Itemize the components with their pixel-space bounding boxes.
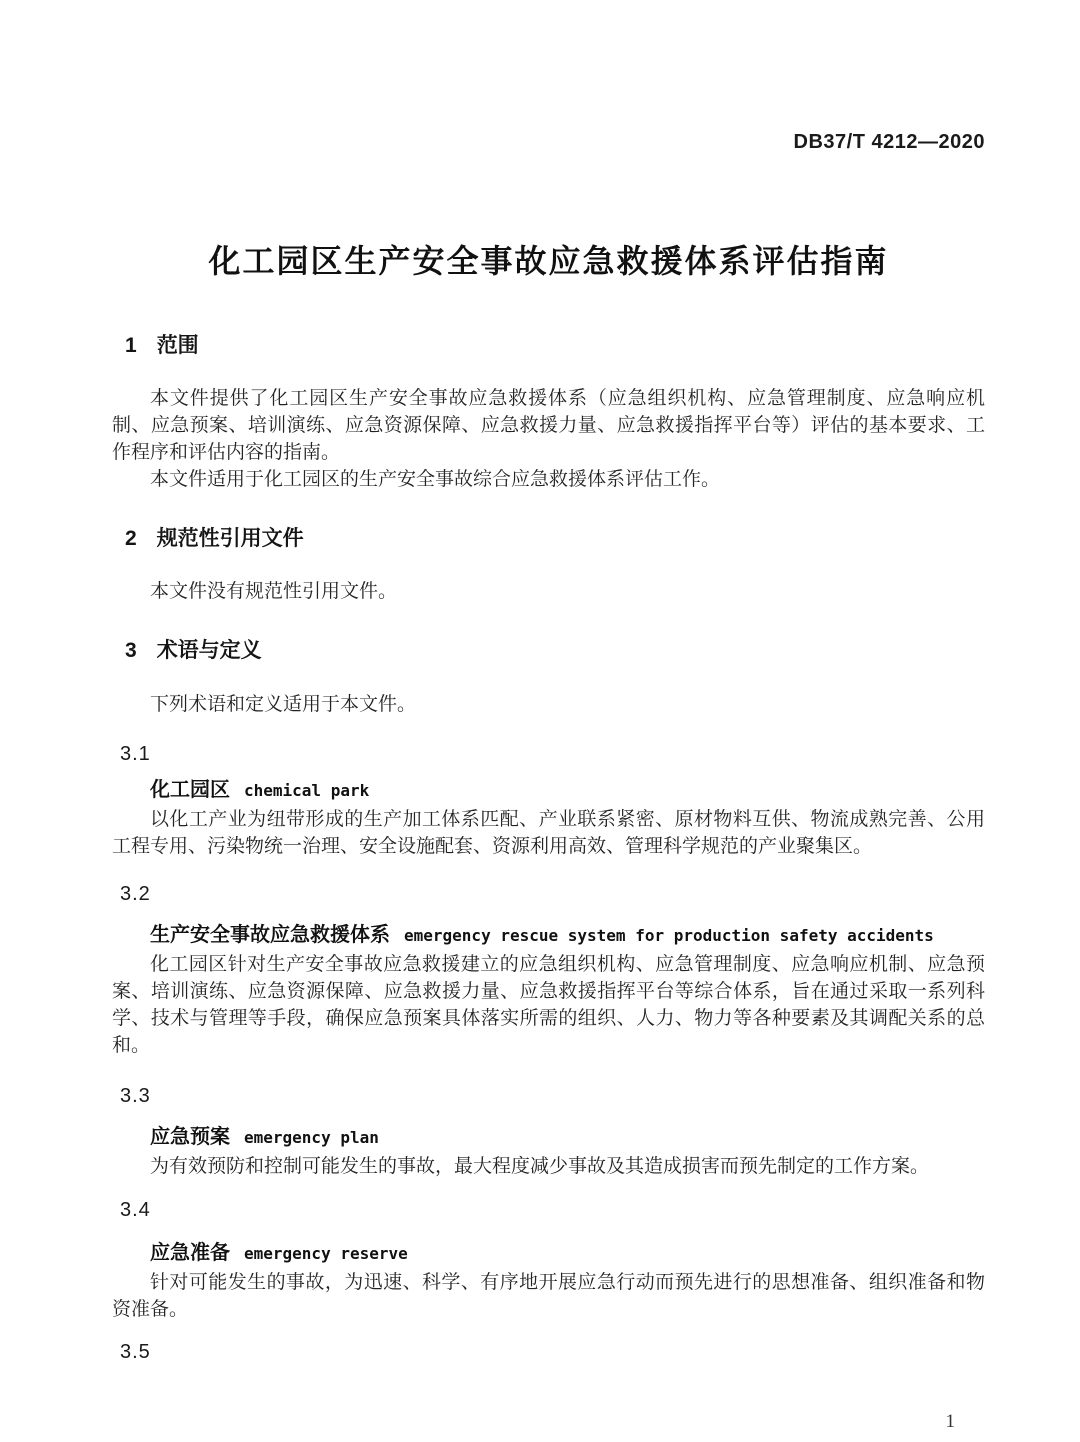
term-zh-3-1: 化工园区 — [150, 779, 230, 801]
clause-1-title: 范围 — [156, 334, 199, 357]
scope-paragraph-1: 本文件提供了化工园区生产安全事故应急救援体系（应急组织机构、应急管理制度、应急响应机制、应急预案、培训演练、应急资源保障、应急救援力量、应急救援指挥平台等）评估的基本要求、工作程序和评估内容的指南。 — [112, 388, 985, 463]
term-line-3-3 — [112, 1123, 985, 1153]
term-en-3-3: emergency plan — [244, 1128, 379, 1147]
term-number-3-5: 3.5 — [120, 1341, 151, 1363]
clause-2-heading — [112, 525, 985, 552]
term-number-3-4: 3.4 — [120, 1199, 151, 1221]
page-number: 1 — [945, 1411, 955, 1432]
term-number-3-1: 3.1 — [120, 743, 151, 765]
term-number-3-2: 3.2 — [120, 883, 151, 905]
term-zh-3-4: 应急准备 — [150, 1242, 230, 1264]
term-line-3-1 — [112, 776, 985, 806]
term-definition-3-2: 化工园区针对生产安全事故应急救援建立的应急组织机构、应急管理制度、应急响应机制、应急预案、培训演练、应急资源保障、应急救援力量、应急救援指挥平台等综合体系，旨在通过采取一系列科学、技术与管理等手段，确保应急预案具体落实所需的组织、人力、物力等各种要素及其调配关系的总和。 — [112, 954, 985, 1056]
term-en-3-2: emergency rescue system for production safety accidents — [404, 926, 934, 945]
terms-intro-paragraph: 下列术语和定义适用于本文件。 — [150, 694, 417, 715]
term-line-3-2 — [112, 921, 985, 951]
doc-title: 化工园区生产安全事故应急救援体系评估指南 — [208, 243, 889, 279]
normative-references-paragraph: 本文件没有规范性引用文件。 — [150, 581, 398, 602]
term-definition-3-3: 为有效预防和控制可能发生的事故，最大程度减少事故及其造成损害而预先制定的工作方案。 — [150, 1156, 930, 1177]
clause-2-number: 2 — [125, 527, 137, 550]
term-number-3-3: 3.3 — [120, 1085, 151, 1107]
clause-3-title: 术语与定义 — [156, 639, 262, 662]
term-en-3-4: emergency reserve — [244, 1244, 408, 1263]
term-en-3-1: chemical park — [244, 781, 370, 800]
clause-2-title: 规范性引用文件 — [156, 527, 304, 550]
clause-3-heading — [112, 637, 985, 664]
doc-number: DB37/T 4212—2020 — [793, 131, 985, 153]
page-footer — [112, 1410, 985, 1434]
term-zh-3-2: 生产安全事故应急救援体系 — [150, 924, 390, 946]
clause-1-number: 1 — [125, 334, 137, 357]
term-line-3-4 — [112, 1239, 985, 1269]
term-zh-3-3: 应急预案 — [150, 1126, 230, 1148]
clause-1-heading — [112, 332, 985, 359]
scope-paragraph-2: 本文件适用于化工园区的生产安全事故综合应急救援体系评估工作。 — [150, 469, 721, 490]
term-definition-3-4: 针对可能发生的事故，为迅速、科学、有序地开展应急行动而预先进行的思想准备、组织准备和物资准备。 — [112, 1272, 985, 1320]
term-definition-3-1: 以化工产业为纽带形成的生产加工体系匹配、产业联系紧密、原材物料互供、物流成熟完善、公用工程专用、污染物统一治理、安全设施配套、资源利用高效、管理科学规范的产业聚集区。 — [112, 809, 985, 857]
clause-3-number: 3 — [125, 639, 137, 662]
